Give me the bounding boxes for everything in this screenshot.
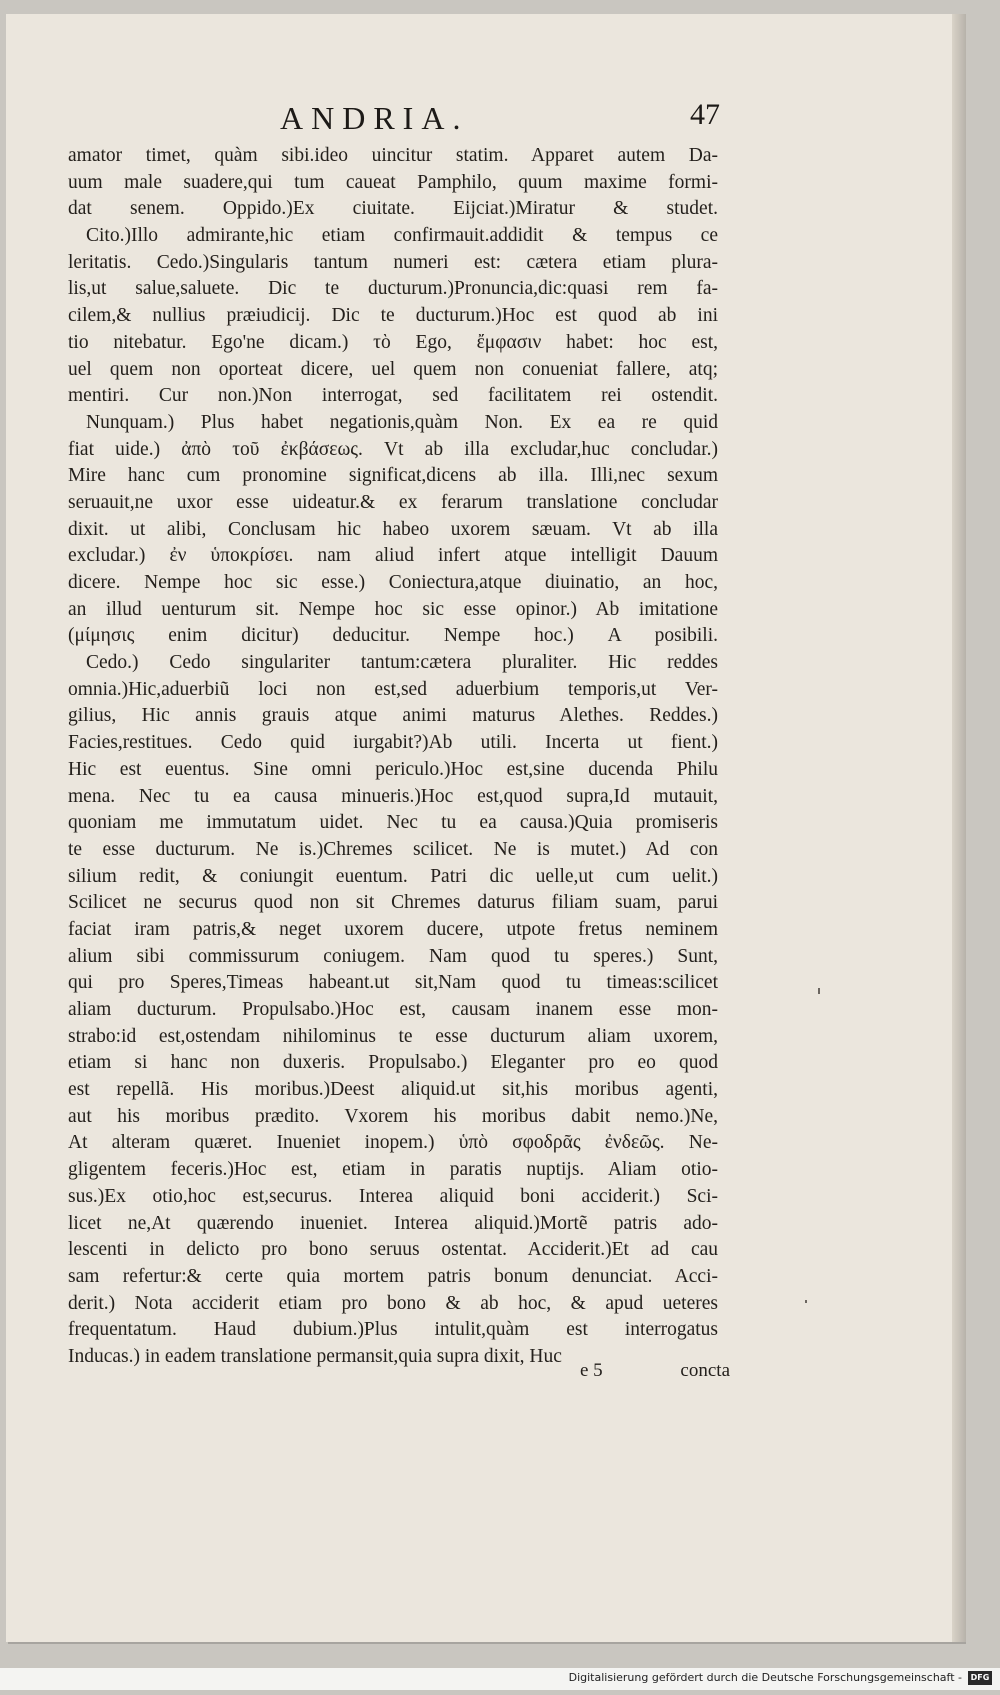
text-line: At alteram quæret. Inueniet inopem.) ὑπὸ σφοδρᾶς ἐνδεῶς. Ne-	[68, 1132, 718, 1154]
text-line: Scilicet ne securus quod non sit Chremes daturus filiam suam, parui	[68, 892, 718, 914]
text-line: Cito.)Illo admirante,hic etiam confirmauit.addidit & tempus ce	[86, 225, 718, 247]
text-line: uum male suadere,qui tum caueat Pamphilo, quum maxime formi-	[68, 171, 718, 193]
text-line: derit.) Nota acciderit etiam pro bono & ab hoc, & apud ueteres	[68, 1292, 718, 1314]
page-number: 47	[690, 98, 720, 131]
text-line: excludar.) ἐν ὑποκρίσει. nam aliud infert atque intelligit Dauum	[68, 545, 718, 567]
text-line: Mire hanc cum pronomine significat,dicens ab illa. Illi,nec sexum	[68, 465, 718, 487]
catchword: concta	[680, 1360, 730, 1381]
text-line: cilem,& nullius præiudicij. Dic te ducturum.)Hoc est quod ab ini	[68, 305, 718, 327]
text-line: (μίμησις enim dicitur) deducitur. Nempe hoc.) A posibili.	[68, 625, 718, 647]
text-line: an illud uenturum sit. Nempe hoc sic esse opinor.) Ab imitatione	[68, 598, 718, 620]
text-line: te esse ducturum. Ne is.)Chremes scilicet. Ne is mutet.) Ad con	[68, 838, 718, 860]
text-line: sam refertur:& certe quia mortem patris bonum denunciat. Acci-	[68, 1265, 718, 1287]
digitization-footer	[0, 1668, 1000, 1690]
text-line: Nunquam.) Plus habet negationis,quàm Non. Ex ea re quid	[86, 411, 718, 433]
signature-mark: e 5	[580, 1360, 603, 1381]
text-line: silium redit, & coniungit euentum. Patri dic uelle,ut cum uelit.)	[68, 865, 718, 887]
text-line: Hic est euentus. Sine omni periculo.)Hoc est,sine ducenda Philu	[68, 758, 718, 780]
text-line: qui pro Speres,Timeas habeant.ut sit,Nam quod tu timeas:scilicet	[68, 972, 718, 994]
text-line: dat senem. Oppido.)Ex ciuitate. Eijciat.)Miratur & studet.	[68, 198, 718, 220]
text-line: seruauit,ne uxor esse uideatur.& ex ferarum translatione concludar	[68, 491, 718, 513]
text-line: lescenti in delicto pro bono seruus ostentat. Acciderit.)Et ad cau	[68, 1239, 718, 1261]
text-line: Cedo.) Cedo singulariter tantum:cætera pluraliter. Hic reddes	[86, 652, 718, 674]
text-line: omnia.)Hic,aduerbiũ loci non est,sed aduerbium temporis,ut Ver-	[68, 678, 718, 700]
text-line: Inducas.) in eadem translatione permansit,quia supra dixit, Huc	[68, 1345, 562, 1367]
page-edge	[952, 14, 966, 1642]
text-line: quoniam me immutatum uidet. Nec tu ea causa.)Quia promiseris	[68, 812, 718, 834]
text-line: leritatis. Cedo.)Singularis tantum numeri est: cætera etiam plura-	[68, 251, 718, 273]
running-title: ANDRIA.	[280, 100, 469, 136]
text-line: sus.)Ex otio,hoc est,securus. Interea aliquid boni acciderit.) Sci-	[68, 1185, 718, 1207]
text-line: lis,ut salue,saluete. Dic te ducturum.)Pronuncia,dic:quasi rem fa-	[68, 278, 718, 300]
text-line: gligentem feceris.)Hoc est, etiam in paratis nuptijs. Aliam otio-	[68, 1159, 718, 1181]
page-header	[280, 100, 720, 140]
dfg-logo-icon: DFG	[968, 1671, 992, 1685]
commentary-text	[68, 143, 718, 1371]
text-line: faciat iram patris,& neget uxorem ducere, utpote fretus neminem	[68, 918, 718, 940]
text-line: strabo:id est,ostendam nihilominus te esse ducturum aliam uxorem,	[68, 1025, 718, 1047]
text-line: mentiri. Cur non.)Non interrogat, sed facilitatem rei ostendit.	[68, 385, 718, 407]
text-line: licet ne,At quærendo inueniet. Interea aliquid.)Mortẽ patris ado-	[68, 1212, 718, 1234]
text-line: gilius, Hic annis grauis atque animi maturus Alethes. Reddes.)	[68, 705, 718, 727]
text-line: mena. Nec tu ea causa minueris.)Hoc est,quod supra,Id mutauit,	[68, 785, 718, 807]
footer-credit: Digitalisierung gefördert durch die Deutsche Forschungsgemeinschaft -	[568, 1671, 962, 1684]
text-line: etiam si hanc non duxeris. Propulsabo.) Eleganter pro eo quod	[68, 1052, 718, 1074]
text-line: Facies,restitues. Cedo quid iurgabit?)Ab utili. Incerta ut fient.)	[68, 732, 718, 754]
scan-speck	[805, 1300, 807, 1303]
text-line: tio nitebatur. Ego'ne dicam.) τὸ Ego, ἔμφασιν habet: hoc est,	[68, 331, 718, 353]
text-line: frequentatum. Haud dubium.)Plus intulit,quàm est interrogatus	[68, 1319, 718, 1341]
scan-speck	[818, 988, 820, 994]
text-line: alium sibi commissurum coniugem. Nam quod tu speres.) Sunt,	[68, 945, 718, 967]
text-line: uel quem non oporteat dicere, uel quem non conueniat fallere, atq;	[68, 358, 718, 380]
text-line: aliam ducturum. Propulsabo.)Hoc est, causam inanem esse mon-	[68, 999, 718, 1020]
text-line: dicere. Nempe hoc sic esse.) Coniectura,atque diuinatio, an hoc,	[68, 572, 718, 593]
text-line: amator timet, quàm sibi.ideo uincitur statim. Apparet autem Da-	[68, 145, 718, 166]
text-line: aut his moribus prædito. Vxorem his moribus dabit nemo.)Ne,	[68, 1105, 718, 1127]
text-line: fiat uide.) ἀπὸ τοῦ ἐκβάσεως. Vt ab illa excludar,huc concludar.)	[68, 438, 718, 460]
signature-line	[580, 1360, 730, 1390]
text-line: dixit. ut alibi, Conclusam hic habeo uxorem sæuam. Vt ab illa	[68, 518, 718, 540]
text-line: est repellã. His moribus.)Deest aliquid.ut sit,his moribus agenti,	[68, 1079, 718, 1101]
